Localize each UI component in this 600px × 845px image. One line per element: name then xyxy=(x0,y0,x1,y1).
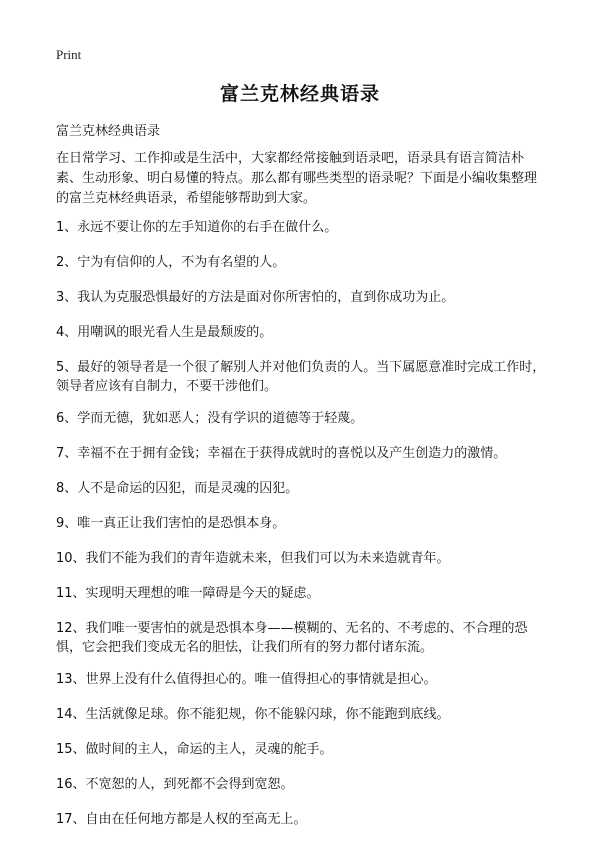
quote-item: 17、自由在任何地方都是人权的至高无上。 xyxy=(56,812,307,827)
quote-item: 7、幸福不在于拥有金钱；幸福在于获得成就时的喜悦以及产生创造力的激情。 xyxy=(56,446,507,461)
quote-item: 10、我们不能为我们的青年造就未来，但我们可以为未来造就青年。 xyxy=(56,551,450,566)
quote-item: 12、我们唯一要害怕的就是恐惧本身——模糊的、无名的、不考虑的、不合理的恐惧，它会把我们变成无名的胆怯，让我们所有的努力都付诸东流。 xyxy=(56,621,528,655)
document-subtitle: 富兰克林经典语录 xyxy=(56,124,161,139)
quote-item: 8、人不是命运的囚犯，而是灵魂的囚犯。 xyxy=(56,481,299,496)
quote-item: 2、宁为有信仰的人，不为有名望的人。 xyxy=(56,255,286,270)
quote-item: 13、世界上没有什么值得担心的。唯一值得担心的事情就是担心。 xyxy=(56,672,437,687)
quote-item: 9、唯一真正让我们害怕的是恐惧本身。 xyxy=(56,516,286,531)
quote-item: 3、我认为克服恐惧最好的方法是面对你所害怕的，直到你成功为止。 xyxy=(56,290,455,305)
quote-item: 14、生活就像足球。你不能犯规，你不能躲闪球，你不能跑到底线。 xyxy=(56,707,450,722)
quote-list xyxy=(56,218,548,845)
quote-item: 5、最好的领导者是一个很了解别人并对他们负责的人。当下属愿意准时完成工作时，领导者应该有自制力，不要干涉他们。 xyxy=(56,360,546,394)
quote-item: 15、做时间的主人，命运的主人，灵魂的舵手。 xyxy=(56,742,333,757)
quote-item: 4、用嘲讽的眼光看人生是最颓废的。 xyxy=(56,325,273,340)
quote-item: 1、永远不要让你的左手知道你的右手在做什么。 xyxy=(56,220,338,235)
quote-item: 11、实现明天理想的唯一障碍是今天的疑虑。 xyxy=(56,586,320,601)
print-link[interactable]: Print xyxy=(56,47,82,62)
quote-item: 16、不宽恕的人，到死都不会得到宽恕。 xyxy=(56,777,294,792)
page-title: 富兰克林经典语录 xyxy=(219,83,380,105)
quote-item: 6、学而无德，犹如恶人；没有学识的道德等于轻蔑。 xyxy=(56,411,364,426)
intro-paragraph: 在日常学习、工作抑或是生活中，大家都经常接触到语录吧，语录具有语言简洁朴素、生动形象、明白易懂的特点。那么都有哪些类型的语录呢？下面是小编收集整理的富兰克林经典语录，希望能够帮助到大家。 xyxy=(56,151,538,206)
